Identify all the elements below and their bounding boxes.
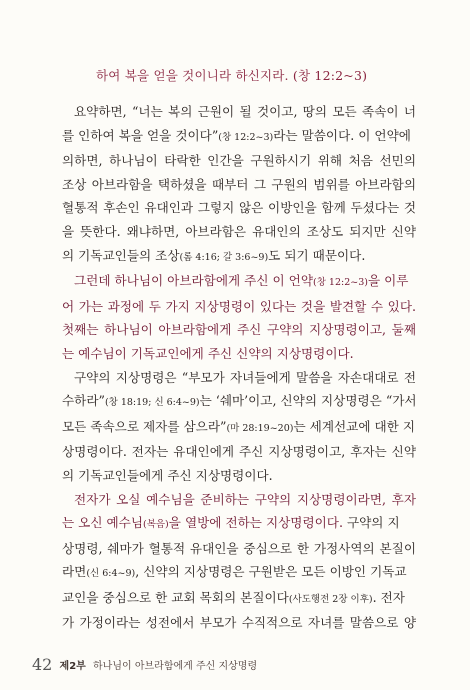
- text-line: 모든 족속으로 제자를 삼으라”(마 28:19~20)는 세계선교에 대한 지: [62, 418, 415, 434]
- scripture-reference: (사도행전 2장 이후): [288, 593, 373, 605]
- scripture-reference: (롬 4:16; 갈 3:6~9): [179, 251, 269, 263]
- scripture-reference: (창 18:19; 신 6:4~9): [104, 397, 200, 409]
- scripture-reference: (창 12:2~3): [218, 131, 274, 143]
- text-line: 를 인하여 복을 얻을 것이다”(창 12:2~3)라는 말씀이다. 이 언약에: [62, 127, 411, 143]
- text-line: 수하라”(창 18:19; 신 6:4~9)는 ‘쉐마’이고, 신약의 지상명령은 “가서: [62, 393, 417, 409]
- running-title: 하나님이 아브라함에게 주신 지상명령: [93, 661, 258, 672]
- text-line: 어 가는 과정에 두 가지 지상명령이 있다는 것을 발견할 수 있다.: [62, 298, 416, 314]
- text-line: 는 오신 예수님(복음)을 열방에 전하는 지상명령이다. 구약의 지: [62, 515, 400, 531]
- text-line: 가 가정이라는 성전에서 부모가 수직적으로 자녀를 말씀으로 양: [62, 615, 416, 631]
- paragraph-2: [62, 269, 416, 365]
- scripture-reference: (마 28:19~20): [226, 422, 294, 434]
- text-line: 요약하면, “너는 복의 근원이 될 것이고, 땅의 모든 족속이 너: [74, 104, 416, 119]
- text-line: 의하면, 하나님이 타락한 인간을 구원하시기 위해 처음 선민의: [62, 153, 416, 169]
- page-number: 42: [32, 655, 53, 674]
- part-label: 제2부: [59, 661, 86, 672]
- text-line: 조상 아브라함을 택하셨을 때부터 그 구원의 범위를 아브라함의: [62, 176, 416, 192]
- scripture-quote: 하여 복을 얻을 것이니라 하신지라. (창 12:2~3): [96, 68, 368, 83]
- paragraph-4: [62, 488, 416, 636]
- text-line: 는 예수님이 기독교인에게 주신 신약의 지상명령이다.: [62, 345, 354, 361]
- scripture-reference: (창 12:2~3): [313, 277, 368, 289]
- text-line: 의 기독교인들의 조상(롬 4:16; 갈 3:6~9)도 되기 때문이다.: [62, 247, 366, 263]
- page-footer: [32, 655, 257, 674]
- text-line: 전자가 오실 예수님을 준비하는 구약의 지상명령이라면, 후자: [74, 491, 416, 507]
- body-text: [62, 100, 416, 635]
- text-line: 의 기독교인들에게 주신 지상명령이다.: [62, 467, 273, 483]
- scripture-reference: (신 6:4~9): [86, 568, 136, 580]
- text-line: 라면(신 6:4~9), 신약의 지상명령은 구원받은 모든 이방인 기독교: [62, 564, 407, 580]
- paragraph-3: [62, 366, 416, 488]
- text-line: 첫째는 하나님이 아브라함에게 주신 구약의 지상명령이고, 둘째: [62, 322, 416, 338]
- text-line: 그런데 하나님이 아브라함에게 주신 이 언약(창 12:2~3)을 이루: [74, 273, 409, 289]
- text-line: 구약의 지상명령은 “부모가 자녀들에게 말씀을 자손대대로 전: [74, 369, 416, 385]
- paragraph-1: [62, 100, 416, 269]
- scripture-reference: (복음): [143, 519, 169, 531]
- text-line: 혈통적 후손인 유대인과 그렇지 않은 이방인을 함께 두셨다는 것: [62, 200, 416, 216]
- text-line: 상명령이다. 전자는 유대인에게 주신 지상명령이고, 후자는 신약: [62, 444, 416, 460]
- text-line: 교인을 중심으로 한 교회 목회의 본질이다(사도행전 2장 이후). 전자: [62, 589, 405, 605]
- text-line: 상명령, 쉐마가 혈통적 유대인을 중심으로 한 가정사역의 본질이: [62, 540, 416, 556]
- text-line: 을 뜻한다. 왜냐하면, 아브라함은 유대인의 조상도 되지만 신약: [62, 223, 416, 239]
